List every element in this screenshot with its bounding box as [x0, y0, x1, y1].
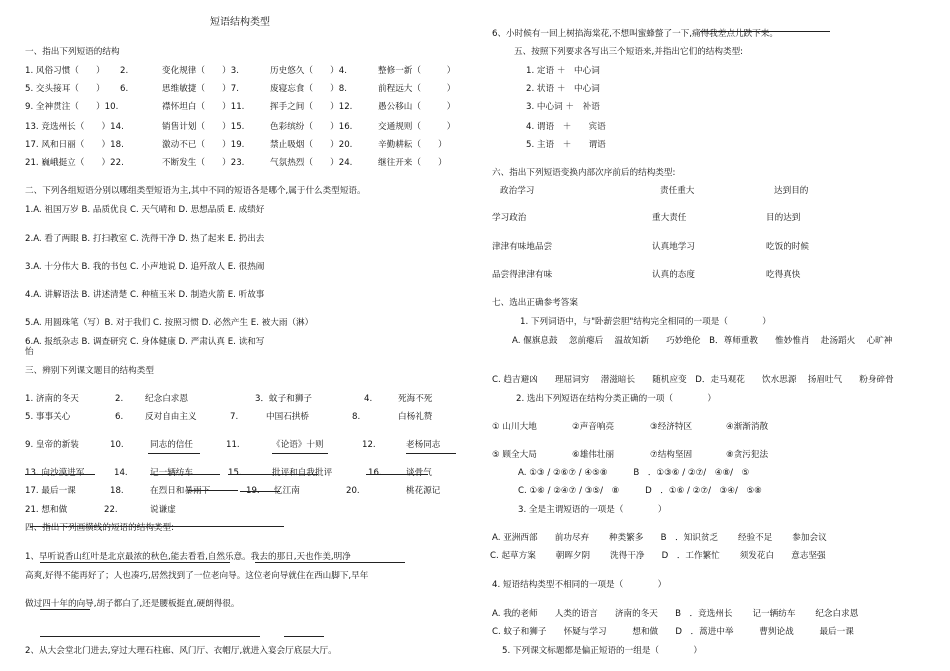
s3-cell: 5. 事事关心: [25, 412, 71, 422]
s7-question: 5. 下列课文标题都是偏正短语的一组是（ ）: [502, 646, 702, 656]
underline-mark: [150, 474, 220, 475]
s7-q2-item: ⑥雄伟壮丽: [572, 450, 615, 460]
s3-cell: 谈骨气: [406, 468, 432, 478]
s1-cell: 21. 巍峨挺立（ ）22.: [25, 158, 124, 168]
underline-mark: [255, 562, 405, 563]
s1-cell: 挥手之间（ ）12.: [270, 102, 353, 112]
s1-cell: 不断发生（ ）23.: [162, 158, 245, 168]
s7-q2-item: ②声音响亮: [572, 422, 615, 432]
s7-option-line: A. 偃旗息鼓 忽前瘪后 温故知新 巧妙绝伦 B．尊师重教 惟妙惟肖 赴汤蹈火 心旷神: [512, 336, 893, 346]
s4-paragraph-6: 6、小时候有一回上树掐海棠花,不想叫蜜蜂螫了一下,痛得我差点儿跌下来。: [492, 29, 778, 39]
underline-mark: [188, 490, 238, 491]
s6-cell: 认真地学习: [652, 242, 695, 252]
s1-cell: 销售计划（ ）15.: [162, 122, 245, 132]
s3-cell: 18.: [110, 486, 124, 496]
section-3-heading: 三、辨别下列课文题目的结构类型: [25, 366, 154, 376]
underline-mark: [366, 474, 428, 475]
s6-cell: 津津有味地品尝: [492, 242, 553, 252]
s4-paragraph-line: 高爽,好得不能再好了；人也凑巧,居然找到了一位老向导。这位老向导就住在西山脚下,早年: [25, 571, 369, 581]
s3-cell: 8.: [352, 412, 361, 422]
section-4-heading: 四、指出下列画横线的短语的结构类型:: [25, 523, 174, 533]
s1-cell: 1. 风俗习惯（ ）: [25, 66, 105, 76]
s3-cell: 批评和自我批评: [272, 468, 333, 478]
s1-cell: 交通规则（ ）: [378, 122, 456, 132]
s6-cell: 重大责任: [652, 213, 687, 223]
underline-mark: [228, 474, 318, 475]
s7-question: 1. 下列词语中，与"卧薪尝胆"结构完全相同的一项是（ ）: [520, 317, 771, 327]
s3-cell: 记一辆纺车: [150, 468, 193, 478]
s2-item: 1.A. 祖国万岁 B. 品质优良 C. 天气晴和 D. 思想品质 E. 成绩好: [25, 205, 265, 215]
underline-mark: [406, 453, 456, 454]
s7-question: 2. 选出下列短语在结构分类正确的一项（ ）: [516, 394, 716, 404]
page-title: 短语结构类型: [210, 17, 270, 28]
s5-item: 5. 主语 ＋ 谓语: [526, 140, 606, 150]
s6-cell: 吃得真快: [766, 270, 801, 280]
s3-cell: 20.: [346, 486, 360, 496]
s2-item: 怡: [25, 347, 34, 357]
s7-option-line: A. ①③ / ②⑥⑦ / ④⑤⑧ B ．①③⑥ / ②⑦/ ④⑧/ ⑤: [518, 468, 750, 478]
s1-cell: 禁止吸烟（ ）20.: [270, 140, 353, 150]
s7-q2-item: ④渐渐消散: [726, 422, 769, 432]
s7-q2-item: ① 山川大地: [492, 422, 537, 432]
s6-cell: 学习政治: [492, 213, 527, 223]
s1-cell: 9. 全神贯注（ ）10.: [25, 102, 119, 112]
s1-cell: 17. 风和日丽（ ）18.: [25, 140, 124, 150]
s1-cell: 气氛热烈（ ）24.: [270, 158, 353, 168]
s1-cell: 2.: [120, 66, 129, 76]
underline-mark: [40, 636, 260, 637]
s3-cell: 老杨同志: [406, 440, 441, 450]
s2-item: 2.A. 看了两眼 B. 打扫教室 C. 洗得干净 D. 热了起来 E. 扔出去: [25, 234, 265, 244]
s6-cell: 责任重大: [660, 186, 695, 196]
s3-cell: 桃花源记: [406, 486, 441, 496]
underline-mark: [40, 609, 90, 610]
s4-paragraph-2: 2、从大会堂北门进去,穿过大理石柱廊、风门厅、衣帽厅,就进入宴会厅底层大厅。: [25, 646, 337, 656]
s6-cell: 达到目的: [774, 186, 809, 196]
s3-cell: 16.: [368, 468, 382, 478]
s2-item: 5.A. 用圆珠笔（写）B. 对于我们 C. 按照习惯 D. 必然产生 E. 被大雨（淋）: [25, 318, 314, 328]
s3-cell: 10.: [110, 440, 124, 450]
s3-cell: 21. 想和做: [25, 505, 68, 515]
s3-cell: 死海不死: [398, 394, 433, 404]
section-5-heading: 五、按照下列要求各写出三个短语来,并指出它们的结构类型:: [514, 47, 744, 57]
s3-cell: 忆江南: [274, 486, 300, 496]
s7-q2-item: ⑧贪污犯法: [726, 450, 769, 460]
s1-cell: 色彩缤纷（ ）16.: [270, 122, 353, 132]
s4-paragraph-line: 做过四十年的向导,胡子都白了,还是腰板挺直,硬朗得很。: [25, 599, 240, 609]
s3-cell: 3．蚊子和狮子: [255, 394, 313, 404]
underline-mark: [148, 453, 200, 454]
s7-question: 3. 全是主谓短语的一项是（ ）: [518, 505, 667, 515]
s6-cell: 认真的态度: [652, 270, 695, 280]
s1-cell: 襟怀坦白（ ）11.: [162, 102, 245, 112]
s1-cell: 愚公移山（ ）: [378, 102, 456, 112]
s1-cell: 历史悠久（ ）4.: [270, 66, 347, 76]
s1-cell: 前程远大（ ）: [378, 84, 456, 94]
section-7-heading: 七、选出正确参考答案: [492, 298, 578, 308]
underline-mark: [25, 474, 95, 475]
s3-cell: 纪念白求恩: [145, 394, 188, 404]
s7-option-line: A. 亚洲西部 前功尽弃 种类繁多 B ．知识贫乏 经验不足 参加会议: [492, 533, 827, 543]
s2-item: 6.A. 报纸杂志 B. 调查研究 C. 身体健康 D. 严肃认真 E. 读和写: [25, 337, 265, 347]
s2-item: 3.A. 十分伟大 B. 我的书包 C. 小声地说 D. 追歼敌人 E. 很热闹: [25, 262, 265, 272]
s3-cell: 4.: [364, 394, 373, 404]
s3-cell: 17. 最后一课: [25, 486, 76, 496]
s7-q2-item: ③经济特区: [650, 422, 693, 432]
s1-cell: 辛勤耕耘（ ）: [378, 140, 447, 150]
s1-cell: 废寝忘食（ ）8.: [270, 84, 347, 94]
section-2-heading: 二、下列各组短语分别以哪组类型短语为主,其中不同的短语各是哪个,属于什么类型短语。: [25, 186, 366, 196]
s5-item: 3. 中心词 ＋ 补语: [526, 102, 600, 112]
s1-cell: 思维敏捷（ ）7.: [162, 84, 239, 94]
s3-cell: 《论语》十则: [272, 440, 324, 450]
underline-mark: [272, 453, 328, 454]
s3-cell: 9. 皇帝的新装: [25, 440, 79, 450]
underline-mark: [700, 31, 830, 32]
s3-cell: 14.: [114, 468, 128, 478]
s7-option-line: C. 蚊子和狮子 怀疑与学习 想和做 D ．蒿进中举 曹刿论战 最后一课: [492, 627, 854, 637]
s7-q2-item: ⑦结构坚固: [650, 450, 693, 460]
underline-mark: [240, 491, 280, 492]
s3-cell: 说谦虚: [150, 505, 176, 515]
s3-cell: 在烈日和暴雨下: [150, 486, 211, 496]
s4-paragraph-line: 1、早听说香山红叶是北京最浓的秋色,能去看看,自然乐意。我去的那日,天也作美,明净: [25, 552, 351, 562]
s3-cell: 白杨礼赞: [398, 412, 433, 422]
underline-mark: [284, 636, 324, 637]
s7-option-line: C. ①⑥ / ②④⑦ / ③⑤/ ⑧ D ．①⑥ / ②⑦/ ③④/ ⑤⑧: [518, 486, 762, 496]
section-6-heading: 六、指出下列短语变换内部次序前后的结构类型:: [492, 168, 676, 178]
s3-cell: 同志的信任: [150, 440, 193, 450]
underline-mark: [40, 562, 230, 563]
s5-item: 2. 状语 ＋ 中心词: [526, 84, 600, 94]
s1-cell: 6.: [120, 84, 129, 94]
section-1-heading: 一、指出下列短语的结构: [25, 47, 120, 57]
s3-cell: 反对自由主义: [145, 412, 197, 422]
s3-cell: 7.: [230, 412, 239, 422]
s3-cell: 中国石拱桥: [266, 412, 309, 422]
s3-cell: 22.: [104, 505, 118, 515]
s1-cell: 激动不已（ ）19.: [162, 140, 245, 150]
underline-mark: [30, 526, 284, 527]
s6-cell: 目的达到: [766, 213, 801, 223]
s6-cell: 品尝得津津有味: [492, 270, 553, 280]
s3-cell: 6.: [115, 412, 124, 422]
s1-cell: 整修一新（ ）: [378, 66, 456, 76]
s3-cell: 19.: [246, 486, 260, 496]
s1-cell: 5. 交头接耳（ ）: [25, 84, 105, 94]
s7-option-line: A. 我的老师 人类的语言 济南的冬天 B ．竞选州长 记一辆纺车 纪念白求恩: [492, 609, 859, 619]
s3-cell: 1. 济南的冬天: [25, 394, 79, 404]
s1-cell: 变化规律（ ）3.: [162, 66, 239, 76]
s1-cell: 13. 竞选州长（ ）14.: [25, 122, 124, 132]
s3-cell: 13. 向沙漠进军: [25, 468, 85, 478]
s7-option-line: C. 趋吉避凶 理屈词穷 潜滋暗长 随机应变 D．走马观花 饮水思源 扬眉吐气 粉身碎骨: [492, 375, 894, 385]
s2-item: 4.A. 讲解语法 B. 讲述清楚 C. 种植玉米 D. 制造火箭 E. 听故事: [25, 290, 265, 300]
s3-cell: 12.: [362, 440, 376, 450]
s7-option-line: C. 起草方案 朝晖夕阴 洗得干净 D ．工作繁忙 须发花白 意志坚强: [490, 551, 826, 561]
s6-cell: 政治学习: [500, 186, 535, 196]
s7-q2-item: ⑤ 顾全大局: [492, 450, 537, 460]
s5-item: 1. 定语 ＋ 中心词: [526, 66, 600, 76]
s7-question: 4. 短语结构类型不相同的一项是（ ）: [492, 580, 667, 590]
s1-cell: 继往开来（ ）: [378, 158, 447, 168]
s3-cell: 2.: [115, 394, 124, 404]
s5-item: 4. 谓语 ＋ 宾语: [526, 122, 606, 132]
s3-cell: 15.: [228, 468, 242, 478]
s6-cell: 吃饭的时候: [766, 242, 809, 252]
s3-cell: 11.: [226, 440, 240, 450]
